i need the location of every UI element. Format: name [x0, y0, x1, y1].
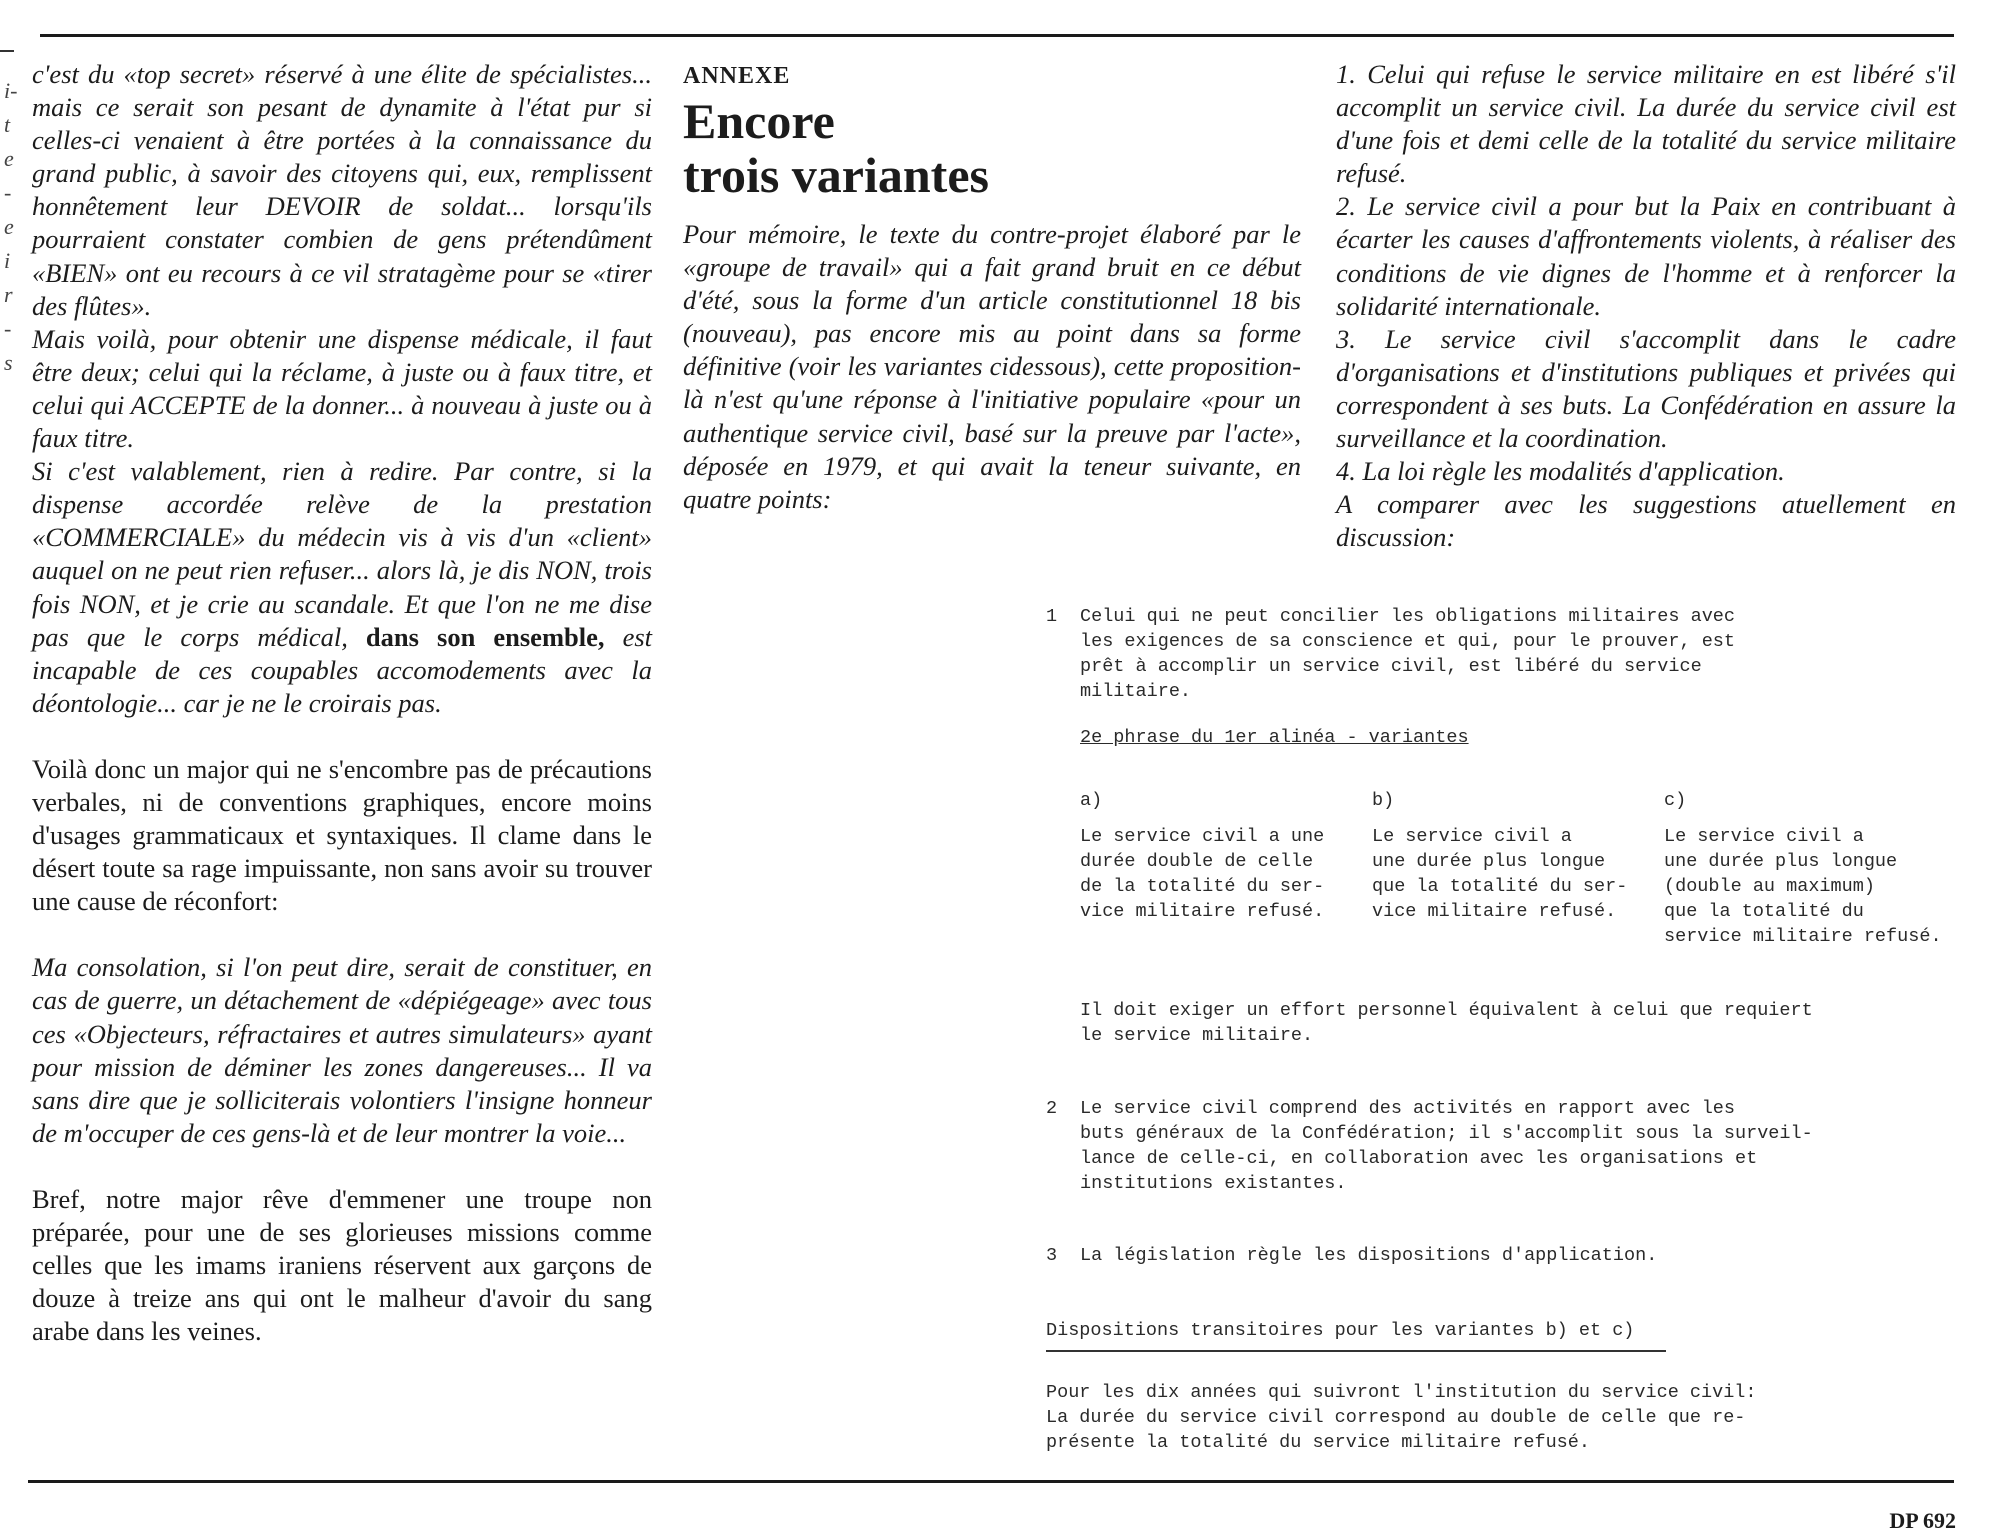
text-run: est incapable de ces coupables accomodements avec la déontologie... car je ne le croirais pas. [32, 621, 652, 718]
variant-label: b) [1372, 790, 1395, 811]
column-right [1336, 58, 1956, 554]
variant-label: a) [1080, 790, 1103, 811]
headline-line: trois variantes [683, 147, 989, 203]
margin-fragment: - [4, 316, 12, 341]
margin-fragment: e [4, 146, 14, 171]
variant-label: c) [1664, 790, 1687, 811]
page-folio: DP 692 [1889, 1508, 1956, 1533]
paragraph: Voilà donc un major qui ne s'encombre pas de précautions verbales, ni de conventions graphiques, encore moins d'usages grammaticaux et syntaxiques. Il clame dans le désert toute sa rage impuissante, non sans avoir su trouver une cause de réconfort: [32, 753, 652, 917]
headline [683, 94, 1301, 202]
margin-fragment: s [4, 350, 13, 375]
variant-text: Le service civil a une durée plus longue que la totalité du ser- vice militaire refusé. [1372, 826, 1628, 922]
quote-paragraph: Ma consolation, si l'on peut dire, serait de constituer, en cas de guerre, un détachement de «dépiégeage» avec tous ces «Objecteurs, réfractaires et autres simulateurs» ayant pour mission de déminer les zones dangereuses... Il va sans dire que je solliciterais volontiers l'insigne honneur de m'occuper de ces gens-là et de leur montrer la voie... [32, 952, 652, 1148]
initiative-point: 2. Le service civil a pour but la Paix en contribuant à écarter les causes d'affrontements violents, à réaliser des conditions de vie dignes de l'homme et à renforcer la solidarité internationale. [1336, 191, 1956, 321]
transitional-text: Pour les dix années qui suivront l'institution du service civil: La durée du service civil correspond au double de celle que re- présente la totalité du service militaire refusé. [1046, 1382, 1757, 1453]
heading-rule [1046, 1350, 1666, 1352]
margin-fragment: i- [4, 78, 18, 103]
margin-fragment: t [4, 112, 11, 137]
margin-fragment: r [4, 282, 13, 307]
column-left [32, 58, 652, 1348]
clause-text: La législation règle les dispositions d'application. [1080, 1245, 1658, 1266]
clause-text: Celui qui ne peut concilier les obligations militaires avec les exigences de sa conscience et qui, pour le prouver, est prêt à accomplir un service civil, est libéré du service militaire. [1080, 606, 1736, 702]
clause-number: 2 [1046, 1098, 1058, 1119]
bottom-rule [28, 1480, 1954, 1483]
initiative-point: 1. Celui qui refuse le service militaire en est libéré s'il accomplit un service civil. La durée du service civil est d'une fois et demi celle de la totalité du service militaire refusé. [1336, 59, 1956, 189]
margin-fragment: i [4, 248, 11, 273]
initiative-point: 3. Le service civil s'accomplit dans le cadre d'organisations et d'institutions publiques et privées qui correspondent à ses buts. La Confédération en assure la surveillance et la coordination. [1336, 323, 1956, 454]
margin-fragment: - [4, 180, 12, 205]
margin-fragment: e [4, 214, 14, 239]
initiative-point: 4. La loi règle les modalités d'application. [1336, 456, 1785, 487]
clause-number: 1 [1046, 606, 1058, 627]
variants-heading: 2e phrase du 1er alinéa - variantes [1080, 727, 1469, 748]
paragraph: Bref, notre major rêve d'emmener une troupe non préparée, pour une de ses glorieuses missions comme celles que les imams iraniens réservent aux garçons de douze à treize ans qui ont le malheur d'avoir du sang arabe dans les veines. [32, 1183, 652, 1347]
headline-line: Encore [683, 93, 835, 149]
variant-text: Le service civil a une durée double de celle de la totalité du ser- vice militaire refusé. [1080, 826, 1325, 922]
section-kicker: ANNEXE [683, 63, 791, 89]
bold-text: dans son ensemble, [365, 621, 605, 652]
paragraph: c'est du «top secret» réservé à une élite de spécialistes... mais ce serait son pesant de dynamite à l'état pur si celles-ci venaient à être portées à la connaissance du grand public, à savoir des citoyens qui, eux, remplissent honnêtement leur DEVOIR de soldat... lorsqu'ils pourraient constater combien de gens prétendûment «BIEN» ont eu recours à ce vil stratagème pour se «tirer des flûtes». [32, 59, 652, 321]
top-rule [40, 34, 1954, 37]
clause-text: Le service civil comprend des activités en rapport avec les buts généraux de la Confédération; il s'accomplit sous la surveil- lance de celle-ci, en collaboration avec les organisations et institutions existantes. [1080, 1098, 1813, 1194]
variant-text: Le service civil a une durée plus longue (double au maximum) que la totalité du service militaire refusé. [1664, 826, 1942, 947]
text-run: Si c'est valablement, rien à redire. Par contre, si la dispense accordée relève de la prestation «COMMERCIALE» du médecin vis à vis d'un «client» auquel on ne peut rien refuser... alors là, je dis NON, trois fois NON, et je crie au scandale. Et que l'on ne me dise pas que le corps médical, [32, 456, 652, 652]
paragraph-scandal [32, 455, 652, 720]
intro-paragraph: Pour mémoire, le texte du contre-projet élaboré par le «groupe de travail» qui a fait grand bruit en ce début d'été, sous la forme d'un article constitutionnel 18 bis (nouveau), pas encore mis au point dans sa forme définitive (voir les variantes cidessous), cette proposition-là n'est qu'une réponse à l'initiative populaire «pour un authentique service civil, basé sur la preuve par l'acte», déposée en 1979, et qui avait la teneur suivante, en quatre points: [683, 219, 1301, 514]
comparison-note: A comparer avec les suggestions atuellement en discussion: [1336, 489, 1956, 553]
paragraph: Mais voilà, pour obtenir une dispense médicale, il faut être deux; celui qui la réclame, à juste ou à faux titre, et celui qui ACCEPTE de la donner... à nouveau à juste ou à faux titre. [32, 323, 652, 454]
margin-mark [0, 50, 14, 52]
clause-number: 3 [1046, 1245, 1058, 1266]
clause-text: Il doit exiger un effort personnel équivalent à celui que requiert le service militaire. [1080, 1000, 1813, 1046]
transitional-heading: Dispositions transitoires pour les variantes b) et c) [1046, 1320, 1635, 1341]
column-middle [683, 58, 1301, 516]
